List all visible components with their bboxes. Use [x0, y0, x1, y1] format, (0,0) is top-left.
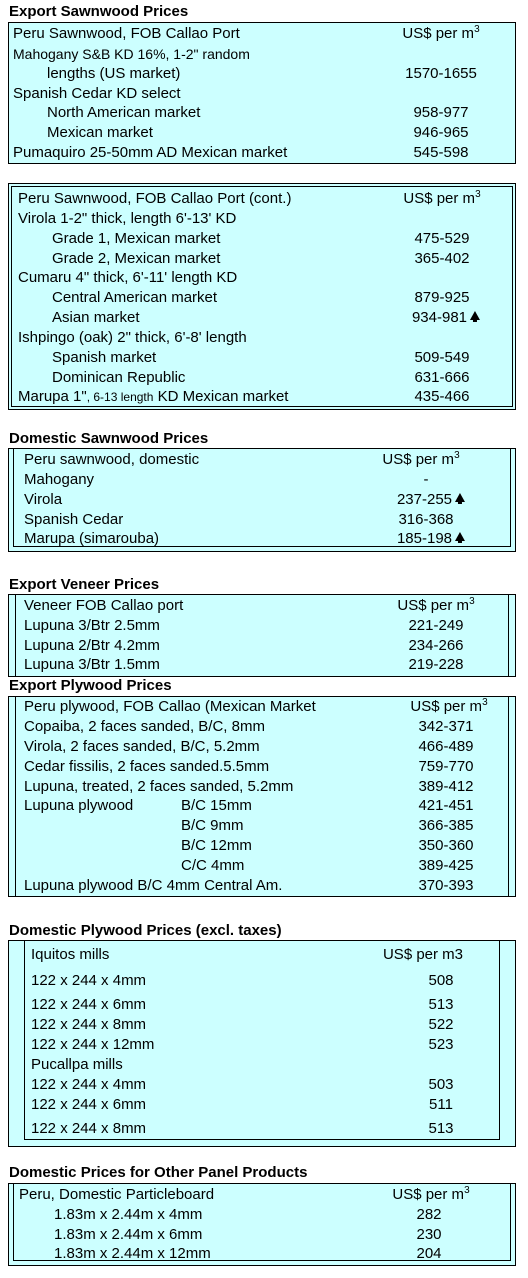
price-value: 511 — [429, 1096, 453, 1113]
table-row — [9, 450, 515, 470]
price-value: - — [423, 471, 429, 488]
price-value: 230 — [416, 1226, 442, 1243]
row-label: Spanish market — [52, 349, 157, 366]
row-label: Mahogany S&B KD 16%, 1-2" random — [13, 46, 250, 62]
unit-header: US$ per m3 — [382, 946, 464, 963]
table-row — [9, 24, 515, 44]
grade-label: B/C 15mm — [181, 797, 252, 814]
row-label: Central American market — [52, 289, 218, 306]
unit-header: US$ per $m^3$ — [403, 189, 481, 207]
price-table — [8, 594, 516, 677]
table-row — [9, 945, 515, 965]
price-value: 759-770 — [418, 758, 474, 775]
price-value: 204 — [416, 1245, 442, 1262]
row-label: Cumaru 4" thick, 6'-11' length KD — [18, 269, 238, 286]
table-row — [9, 737, 515, 757]
price-value: 370-393 — [418, 877, 474, 894]
table-row — [9, 268, 515, 288]
price-table — [8, 183, 516, 410]
table-row — [9, 655, 515, 675]
row-label: Cedar fissilis, 2 faces sanded.5.5mm — [24, 758, 270, 775]
up-arrow-icon — [455, 493, 465, 502]
row-label: 122 x 244 x 12mm — [31, 1036, 155, 1053]
price-value: 435-466 — [414, 388, 470, 405]
table-row — [9, 856, 515, 876]
table-row — [9, 510, 515, 530]
table-row — [9, 1035, 515, 1055]
grade-label: B/C 9mm — [181, 817, 244, 834]
price-value: 342-371 — [418, 718, 474, 735]
table-row — [9, 103, 515, 123]
row-label: Mexican market — [47, 124, 153, 141]
price-value: 219-228 — [408, 656, 464, 673]
row-label: Lupuna, treated, 2 faces sanded, 5.2mm — [24, 778, 294, 795]
unit-header: US$ per $m^3$ — [402, 24, 480, 42]
table-row — [9, 189, 515, 209]
unit-header: US$ per $m^3$ — [392, 1185, 470, 1203]
section-title: Export Plywood Prices — [9, 677, 172, 694]
table-row — [9, 697, 515, 717]
table-row — [9, 796, 515, 816]
section-title: Export Veneer Prices — [9, 576, 160, 593]
grade-label: B/C 12mm — [181, 837, 252, 854]
price-value: 545-598 — [413, 144, 469, 161]
price-table — [8, 448, 516, 552]
up-arrow-icon — [455, 532, 465, 541]
price-value: 513 — [428, 996, 454, 1013]
row-label: Dominican Republic — [52, 369, 186, 386]
row-label: 122 x 244 x 8mm — [31, 1120, 147, 1137]
row-label: Spanish Cedar KD select — [13, 85, 181, 102]
price-value: 316-368 — [398, 511, 454, 528]
price-value: 934-981 — [412, 308, 480, 328]
table-row — [9, 44, 515, 64]
price-value: 879-925 — [414, 289, 470, 306]
section-title: Domestic Sawnwood Prices — [9, 430, 209, 447]
row-label: 1.83m x 2.44m x 4mm — [54, 1206, 203, 1223]
price-value: 389-425 — [418, 857, 474, 874]
price-table — [8, 696, 516, 897]
row-label: North American market — [47, 104, 201, 121]
price-value: 185-198 — [397, 529, 465, 549]
price-value: 631-666 — [414, 369, 470, 386]
row-label: Virola 1-2" thick, length 6'-13' KD — [18, 210, 237, 227]
section-title: Domestic Plywood Prices (excl. taxes) — [9, 922, 282, 939]
row-label: Iquitos mills — [31, 946, 110, 963]
table-row — [9, 1055, 515, 1075]
table-row — [9, 209, 515, 229]
row-label: Virola, 2 faces sanded, B/C, 5.2mm — [24, 738, 260, 755]
price-value: 522 — [428, 1016, 454, 1033]
price-value: 475-529 — [414, 230, 470, 247]
table-row — [9, 1095, 515, 1115]
table-row — [9, 328, 515, 348]
price-value: 234-266 — [408, 637, 464, 654]
table-row — [9, 308, 515, 328]
table-row — [9, 529, 515, 549]
table-row — [9, 636, 515, 656]
table-row — [9, 348, 515, 368]
unit-header: US$ per $m^3$ — [382, 450, 460, 468]
price-value: 350-360 — [418, 837, 474, 854]
row-label: Marupa (simarouba) — [24, 530, 160, 547]
table-row — [9, 1225, 515, 1245]
table-row — [9, 84, 515, 104]
unit-header: US$ per $m^3$ — [397, 596, 475, 614]
row-label: 122 x 244 x 4mm — [31, 972, 147, 989]
table-row — [9, 470, 515, 490]
table-row — [9, 596, 515, 616]
row-label: Lupuna 3/Btr 1.5mm — [24, 656, 160, 673]
table-row — [9, 816, 515, 836]
row-label: Veneer FOB Callao port — [24, 597, 184, 614]
table-row — [9, 490, 515, 510]
row-label: Peru Sawnwood, FOB Callao Port (cont.) — [18, 190, 292, 207]
price-value: 1570-1655 — [405, 65, 477, 82]
table-row — [9, 387, 515, 407]
table-row — [9, 1185, 515, 1205]
table-row — [9, 368, 515, 388]
price-value: 523 — [428, 1036, 454, 1053]
price-value: 221-249 — [408, 617, 464, 634]
price-table — [8, 1183, 516, 1266]
table-row — [9, 1075, 515, 1095]
price-value: 509-549 — [414, 349, 470, 366]
table-row — [9, 1015, 515, 1035]
table-row — [9, 1244, 515, 1264]
table-row — [9, 876, 515, 896]
price-value: 421-451 — [418, 797, 474, 814]
row-label: Ishpingo (oak) 2" thick, 6'-8' length — [18, 329, 247, 346]
row-label: lengths (US market) — [47, 65, 181, 82]
price-value: 365-402 — [414, 250, 470, 267]
grade-label: C/C 4mm — [181, 857, 245, 874]
table-row — [9, 616, 515, 636]
section-title: Export Sawnwood Prices — [9, 3, 189, 20]
row-label: Asian market — [52, 309, 140, 326]
table-row — [9, 249, 515, 269]
table-row — [9, 64, 515, 84]
up-arrow-icon — [470, 311, 480, 320]
price-table — [8, 22, 516, 164]
row-label: 1.83m x 2.44m x 12mm — [54, 1245, 211, 1262]
table-row — [9, 143, 515, 163]
row-label: Marupa 1", 6-13 length KD Mexican market — [18, 388, 289, 405]
table-row — [9, 836, 515, 856]
table-row — [9, 288, 515, 308]
table-row — [9, 995, 515, 1015]
price-value: 237-255 — [397, 490, 465, 510]
row-label: Grade 1, Mexican market — [52, 230, 221, 247]
price-value: 508 — [428, 972, 454, 989]
price-value: 513 — [428, 1120, 454, 1137]
table-row — [9, 971, 515, 991]
row-label: Peru plywood, FOB Callao (Mexican Market — [24, 698, 316, 715]
row-label: Copaiba, 2 faces sanded, B/C, 8mm — [24, 718, 265, 735]
row-label: 122 x 244 x 6mm — [31, 1096, 147, 1113]
unit-header: US$ per $m^3$ — [410, 697, 488, 715]
table-row — [9, 777, 515, 797]
price-table — [8, 940, 516, 1147]
row-label: Peru, Domestic Particleboard — [19, 1186, 215, 1203]
table-row — [9, 1119, 515, 1139]
row-label: Peru sawnwood, domestic — [24, 451, 200, 468]
price-value: 389-412 — [418, 778, 474, 795]
price-value: 503 — [428, 1076, 454, 1093]
row-label: Virola — [24, 491, 63, 508]
table-row — [9, 757, 515, 777]
row-label: Lupuna 2/Btr 4.2mm — [24, 637, 160, 654]
row-label: Peru Sawnwood, FOB Callao Port — [13, 25, 240, 42]
price-value: 466-489 — [418, 738, 474, 755]
row-label: Pumaquiro 25-50mm AD Mexican market — [13, 144, 288, 161]
row-label: 1.83m x 2.44m x 6mm — [54, 1226, 203, 1243]
price-value: 282 — [416, 1206, 442, 1223]
row-label: Pucallpa mills — [31, 1056, 123, 1073]
row-label: Mahogany — [24, 471, 95, 488]
row-label: Lupuna plywood B/C 4mm Central Am. — [24, 877, 283, 894]
table-row — [9, 229, 515, 249]
row-label: 122 x 244 x 4mm — [31, 1076, 147, 1093]
row-label: 122 x 244 x 6mm — [31, 996, 147, 1013]
row-label: Grade 2, Mexican market — [52, 250, 221, 267]
price-value: 366-385 — [418, 817, 474, 834]
row-label: 122 x 244 x 8mm — [31, 1016, 147, 1033]
table-row — [9, 1205, 515, 1225]
section-title: Domestic Prices for Other Panel Products — [9, 1164, 308, 1181]
table-row — [9, 717, 515, 737]
row-label: Lupuna plywood — [24, 797, 134, 814]
row-label: Spanish Cedar — [24, 511, 124, 528]
table-row — [9, 123, 515, 143]
price-value: 958-977 — [413, 104, 469, 121]
row-label: Lupuna 3/Btr 2.5mm — [24, 617, 160, 634]
price-value: 946-965 — [413, 124, 469, 141]
